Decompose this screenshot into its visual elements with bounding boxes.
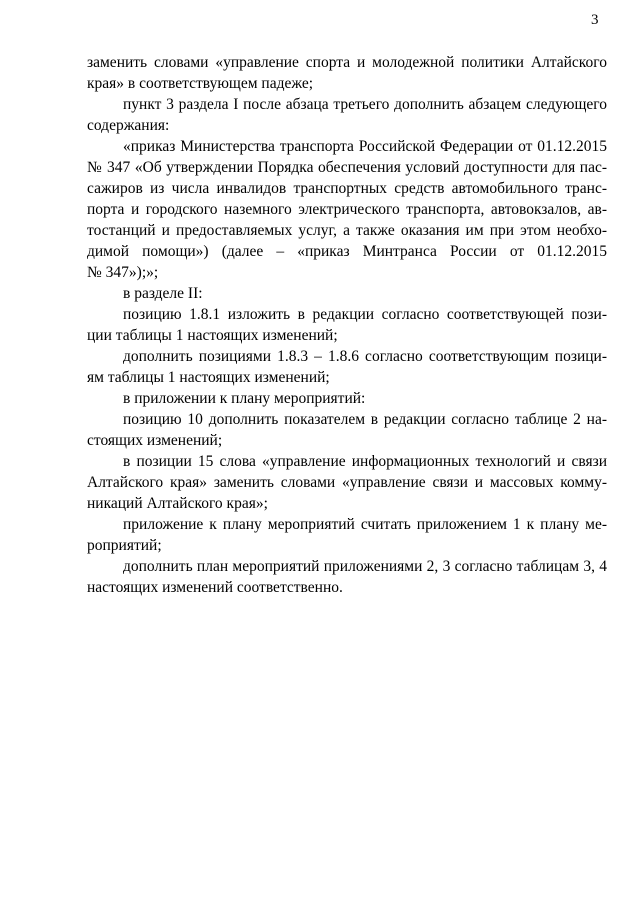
text-line: «приказ Министерства транспорта Российской Федерации от 01.12.2015 — [123, 138, 607, 155]
text-line: ям таблицы 1 настоящих изменений; — [87, 369, 330, 386]
text-line: № 347 «Об утверждении Порядка обеспечения условий доступности для пас- — [87, 159, 607, 176]
text-line: сажиров из числа инвалидов транспортных средств автомобильного транс- — [87, 180, 607, 197]
text-line: № 347»);»; — [87, 264, 159, 281]
text-line: пункт 3 раздела I после абзаца третьего дополнить абзацем следующего — [123, 96, 607, 113]
text-line: в приложении к плану мероприятий: — [123, 390, 366, 407]
text-line: никаций Алтайского края»; — [87, 495, 268, 512]
text-line: ции таблицы 1 настоящих изменений; — [87, 327, 338, 344]
text-line: в разделе II: — [123, 285, 203, 302]
text-line: Алтайского края» заменить словами «управление связи и массовых комму- — [87, 474, 607, 491]
text-line: роприятий; — [87, 537, 162, 554]
text-line: тостанций и предоставляемых услуг, а также оказания им при этом необхо- — [87, 222, 607, 239]
text-line: содержания: — [87, 117, 170, 134]
text-line: в позиции 15 слова «управление информационных технологий и связи — [123, 453, 607, 470]
text-line: стоящих изменений; — [87, 432, 223, 449]
text-line: порта и городского наземного электрического транспорта, автовокзалов, ав- — [87, 201, 607, 218]
text-line: позицию 10 дополнить показателем в редакции согласно таблице 2 на- — [123, 411, 607, 428]
text-line: дополнить позициями 1.8.3 – 1.8.6 согласно соответствующим позици- — [123, 348, 607, 365]
document-body — [87, 52, 607, 598]
text-line: позицию 1.8.1 изложить в редакции согласно соответствующей пози- — [123, 306, 607, 323]
text-line: приложение к плану мероприятий считать приложением 1 к плану ме- — [123, 516, 607, 533]
text-line: края» в соответствующем падеже; — [87, 75, 314, 92]
text-line: дополнить план мероприятий приложениями 2, 3 согласно таблицам 3, 4 — [123, 558, 607, 575]
text-line: димой помощи») (далее – «приказ Минтранса России от 01.12.2015 — [87, 243, 607, 260]
text-line: настоящих изменений соответственно. — [87, 579, 343, 596]
page-number: 3 — [591, 12, 599, 28]
text-line: заменить словами «управление спорта и молодежной политики Алтайского — [87, 54, 607, 71]
